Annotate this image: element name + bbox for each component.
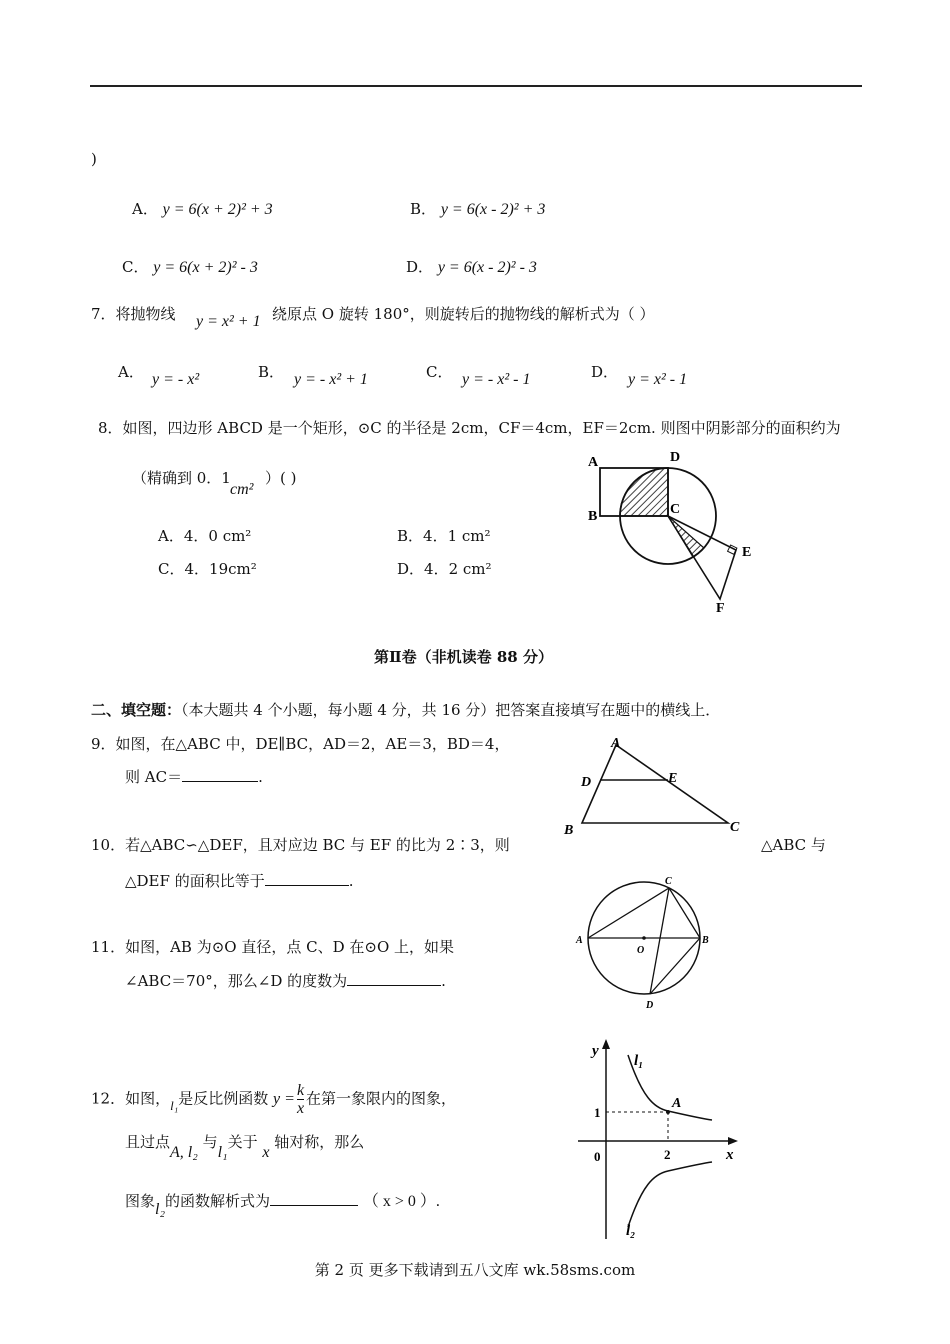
q12-line3-cond: （ x > 0 ）.	[362, 1193, 440, 1210]
q11-chord-ac	[588, 888, 669, 938]
q10-answer-blank[interactable]	[265, 871, 349, 886]
q7-c-label: C．	[426, 363, 453, 381]
q6-option-c	[122, 256, 258, 277]
section2-instruction: （本大题共 4 个小题，每小题 4 分，共 16 分）把答案直接填写在题中的横线上．	[181, 701, 721, 719]
section2-heading-line	[91, 699, 720, 720]
q12-fraction	[297, 1082, 304, 1117]
q10-line2-post: .	[348, 872, 354, 890]
q11-figure	[570, 872, 720, 1012]
q12-func-y: y =	[273, 1090, 295, 1108]
q12-label-y: y	[592, 1043, 599, 1059]
q7-text: 绕原点 O 旋转 180°，则旋转后的抛物线的解析式为（ ）	[272, 305, 655, 323]
q12-l1: l₁	[170, 1097, 179, 1113]
q12-line1-post: 在第一象限内的图象，	[306, 1089, 457, 1108]
q8-shaded-sector	[668, 516, 704, 557]
q7-number: 7．将抛物线	[91, 305, 176, 323]
q7-b-expr: y = - x² + 1	[294, 371, 368, 388]
q6-b-label: B．	[410, 200, 437, 218]
q9-figure	[560, 730, 760, 840]
q9-label-c: C	[730, 820, 740, 835]
q9-label-e: E	[668, 771, 678, 786]
q8-text2: （精确到 0．1	[132, 469, 231, 487]
q6-c-label: C．	[122, 258, 149, 276]
q6-c-expr: y = 6(x + 2)² - 3	[153, 259, 258, 276]
q9-line2-post: .	[258, 768, 263, 786]
q6-option-a	[132, 198, 273, 219]
q12-label-l2: l₂	[626, 1223, 636, 1239]
q7-a-expr: y = - x²	[152, 371, 200, 388]
q7-expr: y = x² + 1	[196, 313, 261, 330]
q12-line2-l1: l₁	[217, 1144, 228, 1161]
q8-text: 8．如图，四边形 ABCD 是一个矩形，⊙C 的半径是 2cm，CF＝4cm，EF＝2cm. 则图中阴影部分的面积约为	[98, 419, 841, 437]
q12-line2	[125, 1131, 365, 1161]
q11-line1: 11．如图，AB 为⊙O 直径，点 C、D 在⊙O 上，如果	[91, 938, 455, 956]
q11-label-d: D	[646, 1000, 654, 1011]
paren-carry: )	[91, 150, 97, 168]
q12-line3-l2: l₂	[155, 1201, 166, 1218]
q11-label-o: O	[637, 945, 645, 956]
q8-label-e: E	[742, 545, 752, 560]
q6-a-expr: y = 6(x + 2)² + 3	[162, 201, 273, 218]
q11-label-a: A	[576, 935, 583, 946]
q8-label-a: A	[588, 455, 599, 470]
page-footer: 第 2 页 更多下载请到五八文库 wk.58sms.com	[314, 1261, 636, 1279]
q8-option-b: B．4．1 cm²	[397, 527, 491, 545]
q12-func-den: x	[296, 1100, 305, 1117]
q12-line1	[91, 1082, 456, 1117]
q6-d-expr: y = 6(x - 2)² - 3	[437, 259, 537, 276]
q7-d-expr: y = x² - 1	[628, 371, 688, 388]
q11-chord-cb	[669, 888, 700, 938]
q10-line2-pre: △DEF 的面积比等于	[125, 872, 265, 890]
q9-label-b: B	[564, 823, 574, 838]
q12-point-a	[666, 1110, 670, 1114]
q12-line2-x: x	[262, 1144, 270, 1161]
q12-label-x: x	[726, 1147, 734, 1163]
q12-x-arrow	[728, 1137, 738, 1145]
q11-answer-blank[interactable]	[347, 971, 441, 986]
q9-triangle	[582, 745, 728, 823]
q9-answer-blank[interactable]	[182, 767, 258, 782]
q12-curve-l2	[628, 1162, 712, 1227]
q11-line2-pre: ∠ABC＝70°，那么∠D 的度数为	[125, 972, 348, 990]
q12-func-num: k	[296, 1082, 305, 1099]
q12-line2-mid: 与	[202, 1133, 218, 1151]
q12-label-two: 2	[664, 1147, 671, 1162]
q8-label-c: C	[670, 502, 681, 517]
q9-label-d: D	[581, 775, 592, 790]
q12-point: A, l₂	[170, 1144, 198, 1161]
q6-b-expr: y = 6(x - 2)² + 3	[440, 201, 546, 218]
q9-line1: 9．如图，在△ABC 中，DE∥BC，AD＝2，AE＝3，BD＝4，	[91, 735, 510, 753]
q8-label-b: B	[588, 509, 598, 524]
q8-figure	[580, 446, 760, 616]
q9-label-a: A	[611, 736, 621, 751]
q11-label-b: B	[702, 935, 709, 946]
q7-d-label: D．	[591, 363, 619, 381]
q8-option-d: D．4．2 cm²	[397, 560, 492, 578]
section2-title: 第Ⅱ卷（非机读卷 88 分）	[374, 648, 553, 666]
q12-line2-mid2: 关于	[227, 1133, 258, 1151]
q12-label-l1: l₁	[634, 1053, 644, 1069]
q8-option-c: C．4．19cm²	[158, 560, 257, 578]
q12-label-origin: 0	[594, 1149, 601, 1164]
q6-a-label: A．	[132, 200, 158, 218]
q8-text3: ）( )	[265, 469, 297, 487]
q7-a-label: A．	[118, 363, 144, 381]
header-rule	[90, 85, 862, 87]
q11-line2	[125, 970, 446, 991]
q12-line3	[125, 1188, 440, 1218]
q8-option-a: A．4．0 cm²	[158, 527, 252, 545]
q12-label-one: 1	[594, 1105, 601, 1120]
q12-line2-pre: 且过点	[125, 1133, 171, 1151]
q7-c-expr: y = - x² - 1	[462, 371, 531, 388]
q8-label-d: D	[670, 450, 681, 465]
q6-option-b	[410, 198, 545, 219]
q11-chord-cd	[650, 888, 669, 994]
q8-unit: cm²	[230, 481, 254, 498]
q12-label-a: A	[672, 1096, 682, 1111]
q12-line1-pre: 12．如图，	[91, 1089, 171, 1108]
q11-label-c: C	[665, 876, 672, 887]
q11-line2-post: .	[441, 972, 446, 990]
q10-line2	[125, 870, 353, 891]
q12-figure	[572, 1035, 747, 1245]
q8-label-f: F	[716, 601, 725, 616]
q12-y-arrow	[602, 1039, 610, 1049]
q12-answer-blank[interactable]	[270, 1191, 358, 1206]
q9-line2-pre: 则 AC＝	[125, 768, 183, 786]
q7-b-label: B．	[258, 363, 285, 381]
q12-line3-mid: 的函数解析式为	[165, 1192, 271, 1210]
q6-option-d	[406, 256, 537, 277]
q12-line2-post: 轴对称，那么	[274, 1133, 365, 1151]
q12-line1-mid: 是反比例函数	[178, 1089, 269, 1108]
section2-heading: 二、填空题：	[91, 701, 182, 719]
q11-center-point	[642, 936, 646, 940]
q9-line2	[125, 766, 263, 787]
q10-line1-tail: △ABC 与	[761, 836, 826, 854]
q6-d-label: D．	[406, 258, 434, 276]
q10-line1: 10．若△ABC∽△DEF，且对应边 BC 与 EF 的比为 2∶3，则	[91, 836, 510, 854]
q12-line3-pre: 图象	[125, 1192, 156, 1210]
